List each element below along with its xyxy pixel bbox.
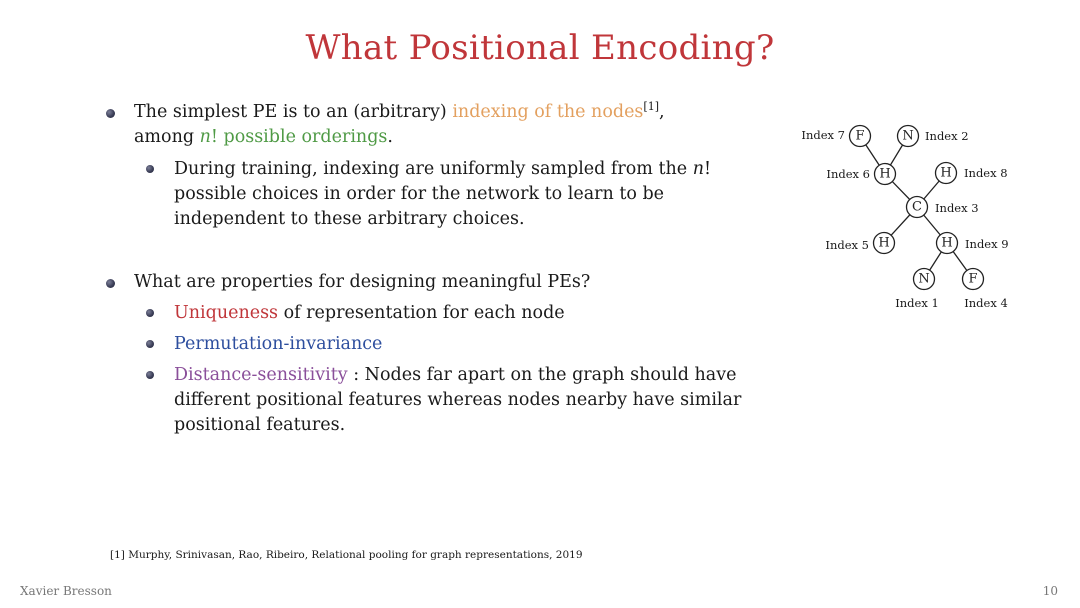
label-index1: Index 1 (895, 296, 939, 310)
footnote-reference: [1] Murphy, Srinivasan, Rao, Ribeiro, Relational pooling for graph representations, 2019 (110, 549, 583, 561)
label-index9: Index 9 (965, 237, 1009, 251)
training-post: ! possible choices in order for the network to learn to be independent to these arbitrary choices. (174, 159, 712, 229)
sub-bullet-permutation (104, 332, 744, 357)
label-index7: Index 7 (801, 128, 845, 142)
bullet-simplest-pe (104, 100, 744, 150)
bullet-dot-icon (106, 109, 115, 118)
sub-bullet-uniqueness (104, 301, 744, 326)
slide-content (104, 100, 744, 438)
page-number: 10 (1042, 584, 1058, 598)
uniqueness-rest: of representation for each node (278, 303, 565, 323)
sub-bullet-dot-icon (146, 165, 154, 173)
properties-text: What are properties for designing meaningful PEs? (134, 272, 591, 292)
bullet1-post: , (659, 102, 665, 122)
atom-h-left-bottom: H (878, 235, 890, 251)
label-index6: Index 6 (826, 167, 870, 181)
bullet-properties (104, 270, 744, 295)
atom-n-bottom: N (918, 271, 930, 287)
sub-bullet-dot-icon (146, 340, 154, 348)
label-index2: Index 2 (925, 129, 969, 143)
bullet1-line2-post: . (387, 127, 393, 147)
distance-rest: : Nodes far apart on the graph should have different positional features whereas nodes nearby have similar positional features. (174, 365, 742, 435)
bullet1-pre: The simplest PE is to an (arbitrary) (134, 102, 453, 122)
label-index4: Index 4 (964, 296, 1008, 310)
sub-bullet-dot-icon (146, 309, 154, 317)
sub-bullet-dot-icon (146, 371, 154, 379)
bullet-dot-icon (106, 279, 115, 288)
indexing-highlight: indexing of the nodes (452, 102, 644, 122)
training-pre: During training, indexing are uniformly sampled from the (174, 159, 693, 179)
sub-bullet-distance (104, 363, 744, 438)
atom-f-bottom: F (968, 271, 978, 287)
atom-f-top: F (855, 128, 865, 144)
author-name: Xavier Bresson (20, 584, 112, 598)
molecule-graph (790, 118, 1020, 318)
orderings-text: ! possible orderings (210, 127, 388, 147)
sub-bullet-training (104, 157, 744, 232)
permutation-term: Permutation-invariance (174, 334, 383, 354)
atom-c-center: C (912, 199, 922, 215)
uniqueness-term: Uniqueness (174, 303, 279, 323)
distance-term: Distance-sensitivity (174, 365, 348, 385)
label-index3: Index 3 (935, 201, 979, 215)
atom-h-right-bottom: H (941, 235, 953, 251)
slide-title: What Positional Encoding? (305, 28, 775, 68)
orderings-highlight (200, 127, 388, 147)
n-variable: n (199, 127, 211, 147)
label-index5: Index 5 (825, 238, 869, 252)
bullet1-line2-pre: among (134, 127, 200, 147)
citation-marker: [1] (643, 100, 659, 113)
atom-h-left-top: H (879, 166, 891, 182)
atom-h-right-top: H (940, 165, 952, 181)
label-index8: Index 8 (964, 166, 1008, 180)
atom-n-top: N (902, 128, 914, 144)
n-variable: n (692, 159, 704, 179)
